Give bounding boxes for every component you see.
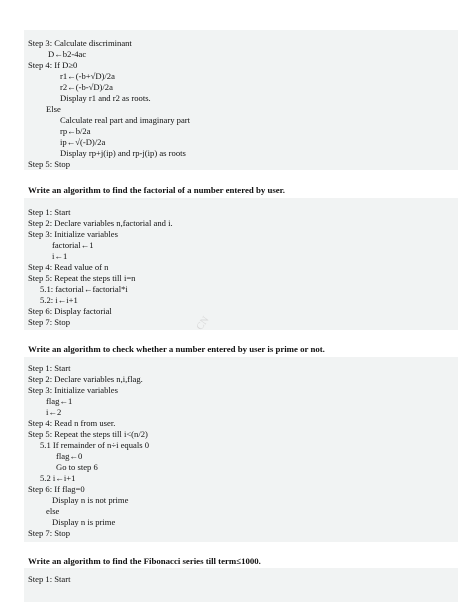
algo-line: Step 7: Stop [28,528,71,538]
algo-line: Step 1: Start [28,574,71,584]
algo-line: Step 4: Read n from user. [28,418,116,428]
code-block-quadratic [24,30,458,170]
section-heading-factorial: Write an algorithm to find the factorial of a number entered by user. [28,185,285,195]
algo-line: Calculate real part and imaginary part [60,115,191,125]
algo-line: 5.2: i←i+1 [40,295,78,305]
algo-line: 5.1 If remainder of n÷i equals 0 [40,440,149,450]
algo-line: flag←0 [56,451,83,461]
algo-line: Step 6: If flag=0 [28,484,85,494]
section-heading-fibonacci: Write an algorithm to find the Fibonacci series till term≤1000. [28,556,261,566]
algo-line: Display n is prime [52,517,116,527]
algo-line: Step 4: If D≥0 [28,60,78,70]
algo-line: Step 6: Display factorial [28,306,112,316]
algo-line: Step 2: Declare variables n,factorial and i. [28,218,173,228]
algo-line: ip←√(-D)/2a [60,137,106,147]
algo-line: Step 3: Initialize variables [28,385,118,395]
algo-line: factorial←1 [52,240,94,250]
code-block-factorial [24,198,458,330]
algo-line: Step 1: Start [28,363,71,373]
algo-line: Go to step 6 [56,462,98,472]
algo-line: Step 7: Stop [28,317,71,327]
algo-line: Step 5: Repeat the steps till i<(n/2) [28,429,148,439]
algo-line: r1←(-b+√D)/2a [60,71,115,81]
code-block-fibonacci [24,568,458,602]
algo-line: Step 3: Calculate discriminant [28,38,132,48]
algo-line: 5.2 i←i+1 [40,473,76,483]
algo-line: Display rp+j(ip) and rp-j(ip) as roots [60,148,186,158]
algo-line: rp←b/2a [60,126,91,136]
algo-line: r2←(-b-√D)/2a [60,82,113,92]
algo-line: Display n is not prime [52,495,129,505]
algo-line: Step 5: Stop [28,159,71,169]
section-heading-prime: Write an algorithm to check whether a number entered by user is prime or not. [28,344,325,354]
watermark: CN [194,314,212,333]
algo-line: else [46,506,60,516]
algo-line: D←b2-4ac [48,49,87,59]
algo-line: Step 3: Initialize variables [28,229,118,239]
algo-line: 5.1: factorial←factorial*i [40,284,128,294]
algo-line: Step 2: Declare variables n,i,flag. [28,374,143,384]
algo-line: i←1 [52,251,68,261]
algo-line: Step 5: Repeat the steps till i=n [28,273,136,283]
algo-line: Step 4: Read value of n [28,262,109,272]
code-block-prime [24,357,458,542]
algo-line: Step 1: Start [28,207,71,217]
algo-line: flag←1 [46,396,73,406]
algo-line: i←2 [46,407,62,417]
algo-line: Else [46,104,61,114]
algo-line: Display r1 and r2 as roots. [60,93,151,103]
